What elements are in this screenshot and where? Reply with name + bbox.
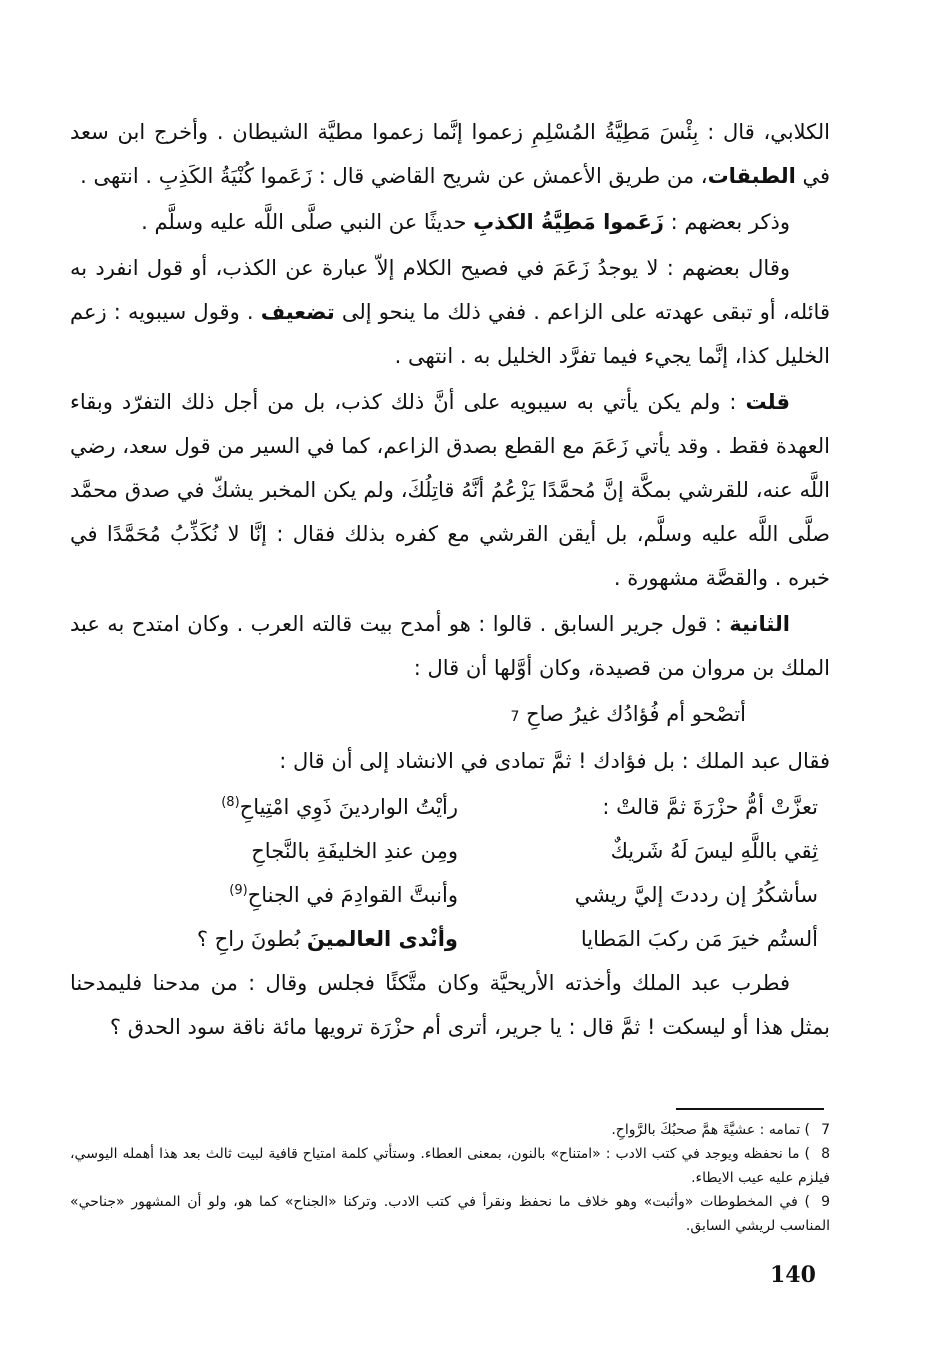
verse-second-hemistich [70,917,458,961]
verse-second-hemistich [70,873,458,917]
verse-second-bold: وأنْدى العالمينَ [306,927,458,951]
paragraph-1-text-a: الكلابي، قال : بِئْسَ مَطِيَّةُ المُسْلِمِ زعموا إنَّما زعموا مطيَّة الشيطان . وأخرج ابن سعد في [70,120,830,188]
verse-first-hemistich: ألستُم خيرَ مَن ركبَ المَطايا [580,927,818,951]
footnote-8 [70,1142,830,1190]
verse-second-text: رأيْتُ الواردينَ ذَوِي امْتِياحِ [239,795,458,819]
footnote-text: ) في المخطوطات «وأثبت» وهو خلاف ما نحفظ ونقرأ في كتب الادب. وتركنا «الجناح» كما هو، ولو أن المشهور «جناحي» المناسب لريشي السابق. [70,1194,830,1234]
paragraph-5-text: : قول جرير السابق . قالوا : هو أمدح بيت قالته العرب . وكان امتدح به عبد الملك بن مروان من قصيدة، وكان أوَّلها أن قال : [70,612,830,680]
paragraph-1-text-b: ، من طريق الأعمش عن شريح القاضي قال : زَعَموا كُنْيَةُ الكَذِبِ . انتهى . [80,164,708,188]
paragraph-6-text: فقال عبد الملك : بل فؤادك ! ثمَّ تمادى في الانشاد إلى أن قال : [279,749,830,773]
paragraph-3-bold-word: تضعيف [260,300,335,324]
poem-verses [70,785,830,961]
footnote-ref-8: (8) [221,795,240,810]
page-body [70,110,830,1051]
verse-second-text: بُطونَ راحِ ؟ [196,927,307,951]
verse-first-hemistich: تعزَّتْ أمُّ حزْرَةَ ثمَّ قالتْ : [602,795,818,819]
verse-second-hemistich: ومِن عندِ الخليفَةِ بالنَّجاحِ [251,839,458,863]
paragraph-3 [70,246,830,378]
paragraph-4-text: : ولم يكن يأتي به سيبويه على أنَّ ذلك كذب، بل من أجل ذلك التفرّد وبقاء العهدة فقط . وقد يأتي زَعَمَ مع القطع بصدق الزاعم، كما في السير من قول سعد، رضي اللَّه عنه، للقرشي بمكَّة إنَّ مُحمَّدًا يَزْعُمُ أنَّهُ قاتِلُكَ، ولم يكن المخبر يشكّ في صدق محمَّد صلَّى اللَّه عليه وسلَّم، بل أيقن القرشي مع كفره بذلك فقال : إنَّا لا نُكَذِّبُ مُحَمَّدًا في خبره . والقصَّة مشهورة . [70,390,830,590]
verse-row [70,873,830,917]
footnotes [70,1118,830,1238]
verse-second-hemistich [70,785,458,829]
verse-row [70,917,830,961]
paragraph-2-bold-phrase: زَعَموا مَطِيَّةُ الكذبِ [473,210,664,234]
footnote-text: ) تمامه : عشيَّةَ همَّ صحبُكَ بالرَّواحِ. [611,1122,810,1138]
single-hemistich [70,692,830,739]
paragraph-2-text-b: حديثًا عن النبي صلَّى اللَّه عليه وسلَّم . [141,210,474,234]
footnote-ref-7: 7 [510,709,520,725]
footnote-9 [70,1190,830,1238]
footnote-number: 7 [821,1122,830,1138]
footnote-ref-9: (9) [229,883,248,898]
book-title-tabaqat: الطبقات [707,164,796,188]
verse-second-text: وأنبتَّ القوادِمَ في الجناحِ [247,883,458,907]
paragraph-2 [70,200,830,244]
footnote-text: ) ما نحفظه ويوجد في كتب الادب : «امتناح» بالنون، بمعنى العطاء. وستأتي كلمة امتياح قافية لبيت ثالث بعد هذا أهمله اليوسي، فيلزم عليه عيب الايطاء. [70,1146,830,1186]
paragraph-4-lead-word: قلت [745,390,790,414]
footnote-7 [70,1118,830,1142]
paragraph-3-text-a: وقال بعضهم : لا يوجدُ زَعَمَ في فصيح الكلام إلاّ عبارة عن الكذب، أو قول انفرد به قائله، أو تبقى عهدته على الزاعم . ففي ذلك ما ينحو إلى [70,256,830,324]
footnote-number: 8 [821,1146,830,1162]
verse-row [70,829,830,873]
paragraph-2-text-a: وذكر بعضهم : [663,210,790,234]
verse-first-hemistich: ثِقي باللَّهِ ليسَ لَهُ شَريكٌ [610,839,818,863]
paragraph-7-text: فطرب عبد الملك وأخذته الأريحيَّة وكان متَّكئًا فجلس وقال : من مدحنا فليمدحنا بمثل هذا أو ليسكت ! ثمَّ قال : يا جرير، أترى أم حزْرَة ترويها مائة ناقة سود الحدق ؟ [70,971,830,1039]
page-number: 140 [770,1262,816,1288]
verse-first-hemistich: سأشكُرُ إن رددتَ إليَّ ريشي [574,883,818,907]
paragraph-6 [70,739,830,783]
paragraph-5 [70,602,830,690]
footnote-number: 9 [821,1194,830,1210]
paragraph-7 [70,961,830,1049]
single-hemistich-text: أتصْحو أم فُؤادُك غيرُ صاحِ [526,702,746,726]
footnote-divider [676,1108,824,1110]
paragraph-5-lead-word: الثانية [729,612,790,636]
paragraph-1 [70,110,830,198]
paragraph-4 [70,380,830,600]
verse-row [70,785,830,829]
paragraph-3-text-b: . وقول سيبويه : زعم الخليل كذا، إنَّما يجيء فيما تفرَّد الخليل به . انتهى . [70,300,830,368]
